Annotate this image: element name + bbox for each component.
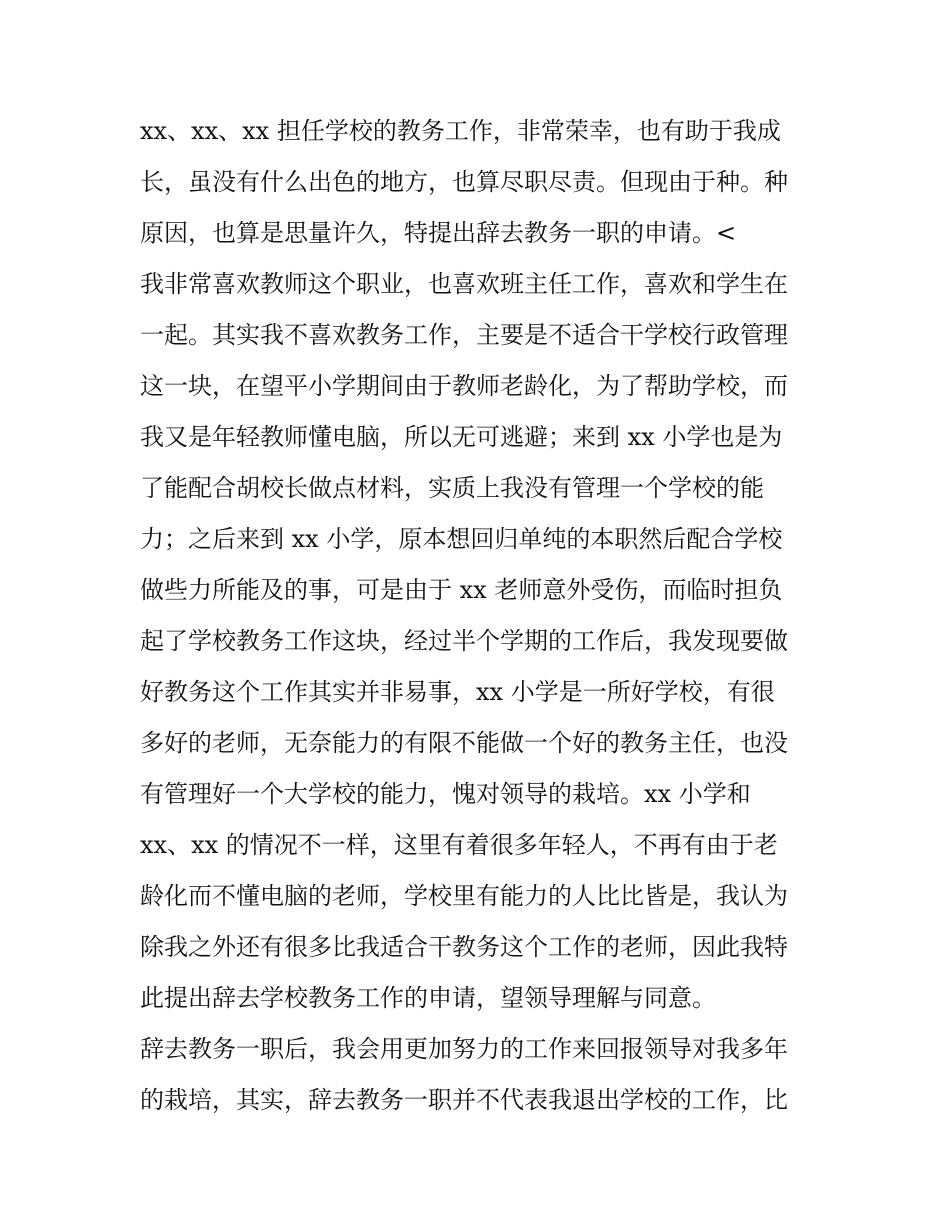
text-line: 长，虽没有什么出色的地方，也算尽职尽责。但现由于种。种: [140, 168, 788, 196]
text-line: 力；之后来到 xx 小学，原本想回归单纯的本职然后配合学校: [140, 525, 783, 553]
text-line: 辞去教务一职后，我会用更加努力的工作来回报领导对我多年: [140, 1035, 788, 1063]
text-line: 一起。其实我不喜欢教务工作，主要是不适合干学校行政管理: [140, 321, 788, 349]
text-line: 此提出辞去学校教务工作的申请，望领导理解与同意。: [140, 984, 716, 1012]
text-line: 有管理好一个大学校的能力，愧对领导的栽培。xx 小学和: [140, 780, 751, 808]
text-line: 起了学校教务工作这块，经过半个学期的工作后，我发现要做: [140, 627, 788, 655]
text-line: 做些力所能及的事，可是由于 xx 老师意外受伤，而临时担负: [140, 576, 783, 604]
text-line: 了能配合胡校长做点材料，实质上我没有管理一个学校的能: [140, 474, 764, 502]
text-line: 好教务这个工作其实并非易事，xx 小学是一所好学校，有很: [140, 678, 775, 706]
text-line: xx、xx、xx 担任学校的教务工作，非常荣幸，也有助于我成: [140, 117, 781, 145]
text-line: 我非常喜欢教师这个职业，也喜欢班主任工作，喜欢和学生在: [140, 270, 788, 298]
text-line: 多好的老师，无奈能力的有限不能做一个好的教务主任，也没: [140, 729, 788, 757]
text-line: 除我之外还有很多比我适合干教务这个工作的老师，因此我特: [140, 933, 788, 961]
text-line: xx、xx 的情况不一样，这里有着很多年轻人，不再有由于老: [140, 831, 778, 859]
text-line: 这一块，在望平小学期间由于教师老龄化，为了帮助学校，而: [140, 372, 788, 400]
text-line: 的栽培，其实，辞去教务一职并不代表我退出学校的工作，比: [140, 1086, 788, 1114]
text-line: 原因，也算是思量许久，特提出辞去教务一职的申请。<: [140, 219, 737, 247]
text-line: 龄化而不懂电脑的老师，学校里有能力的人比比皆是，我认为: [140, 882, 788, 910]
text-line: 我又是年轻教师懂电脑，所以无可逃避；来到 xx 小学也是为: [140, 423, 783, 451]
